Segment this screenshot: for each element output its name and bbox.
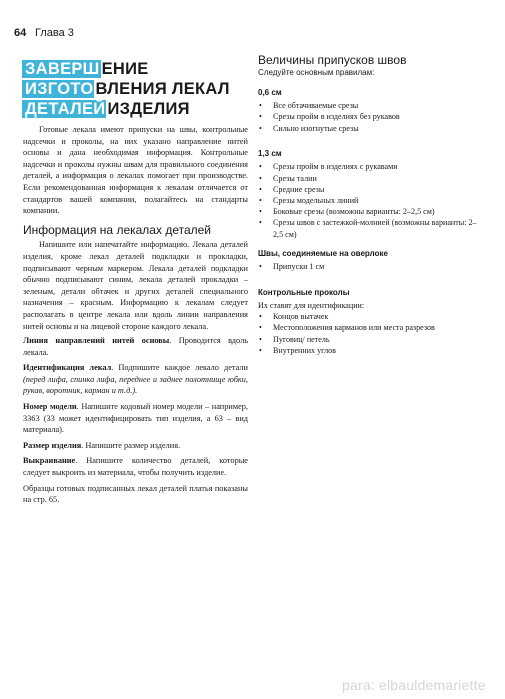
control-punches-list bbox=[258, 311, 484, 356]
allowances-subtitle: Следуйте основным правилам: bbox=[258, 68, 375, 77]
section-heading: Информация на лекалах деталей bbox=[23, 222, 212, 237]
list-item: • Срезы пройм в изделиях без рукавов bbox=[258, 111, 484, 122]
group-06-list bbox=[258, 100, 484, 134]
page-number: 64 bbox=[14, 27, 27, 39]
allowances-heading: Величины припусков швов bbox=[258, 53, 407, 67]
samples-paragraph: Образцы готовых подписанных лекал деталей платья показаны на стр. 65. bbox=[23, 483, 248, 505]
diagonal-watermark: elbauldemariette bbox=[48, 264, 92, 335]
page-header bbox=[14, 27, 74, 39]
list-item: • Концов вытачек bbox=[258, 311, 484, 322]
group-13-title: 1,3 см bbox=[258, 148, 282, 158]
list-item: • Все обтачиваемые срезы bbox=[258, 100, 484, 111]
list-item: • Местоположения карманов или места разрезов bbox=[258, 322, 484, 333]
page-title bbox=[22, 59, 252, 119]
right-column bbox=[258, 53, 484, 356]
model-number-paragraph: Номер модели. Напишите кодовый номер модели – например, 3363 (33 может идентифицировать тип изделия, а 63 – вид материала). bbox=[23, 402, 248, 435]
watermark: para: elbauldemariette bbox=[342, 677, 486, 693]
list-item: • Срезы швов с застежкой-молнией (возможны варианты: 2–2,5 см) bbox=[258, 217, 484, 239]
section-paragraph: Напишите или напечатайте информацию. Лекала деталей изделия, кроме лекал деталей подкладки и прокладки, подписывают черным маркером. Лекала деталей подкладки обычно подписывают синим, лекала деталей прокладки – зеленым, детали обтачек и других деталей специального назначения – красным. Информацию к лекалам следует располагать в центре лекала или вдоль линии направления нитей основы и на лицевой стороне каждого лекала. bbox=[23, 240, 248, 331]
grain-line-paragraph: Линия направлений нитей основы. Проводится вдоль лекала. bbox=[23, 336, 248, 357]
intro-paragraph: Готовые лекала имеют припуски на швы, контрольные надсечки и проколы, на них указано направление нитей основы и дана необходимая информация. Контрольные надсечки и проколы нужны швам для правильного соединения деталей, а информация о лекалах помогает при производстве. Если рекомендованная информация к лекалам отличается от стандартов вашей компании, полагайтесь на стандарты компании. bbox=[23, 125, 248, 216]
list-item: • Средние срезы bbox=[258, 184, 484, 195]
overlock-title: Швы, соединяемые на оверлоке bbox=[258, 248, 388, 258]
identification-paragraph: Идентификация лекал. Подпишите каждое лекало детали (перед лифа, спинка лифа, переднее и заднее полотнище юбки, рукав, воротник, карман и т.д.). bbox=[23, 363, 248, 396]
list-item: • Срезы талии bbox=[258, 173, 484, 184]
title-line-1: ЗАВЕРШ ЕНИЕ bbox=[22, 59, 252, 79]
group-06-title: 0,6 см bbox=[258, 87, 282, 97]
group-13-list bbox=[258, 161, 484, 239]
list-item: • Припуски 1 см bbox=[258, 261, 484, 272]
cutting-paragraph: Выкраивание. Напишите количество деталей, которые следует выкроить из материала, чтобы получить изделие. bbox=[23, 456, 248, 478]
list-item: • Срезы модельных линий bbox=[258, 195, 484, 206]
size-paragraph: Размер изделия. Напишите размер изделия. bbox=[23, 440, 181, 450]
control-punches-title: Контрольные проколы bbox=[258, 287, 350, 297]
list-item: • Пуговиц/ петель bbox=[258, 334, 484, 345]
list-item: • Срезы пройм в изделиях с рукавами bbox=[258, 161, 484, 172]
list-item: • Боковые срезы (возможны варианты: 2–2,5 см) bbox=[258, 206, 484, 217]
title-line-2: ИЗГОТО ВЛЕНИЯ ЛЕКАЛ bbox=[22, 79, 252, 99]
list-item: • Внутренних углов bbox=[258, 345, 484, 356]
title-line-3: ДЕТАЛЕЙ ИЗДЕЛИЯ bbox=[22, 99, 252, 119]
left-column bbox=[23, 124, 248, 510]
chapter-label: Глава 3 bbox=[35, 27, 74, 39]
list-item: • Сильно изогнутые срезы bbox=[258, 123, 484, 134]
control-punches-subtitle: Их ставят для идентификации: bbox=[258, 301, 365, 311]
overlock-list bbox=[258, 261, 484, 272]
